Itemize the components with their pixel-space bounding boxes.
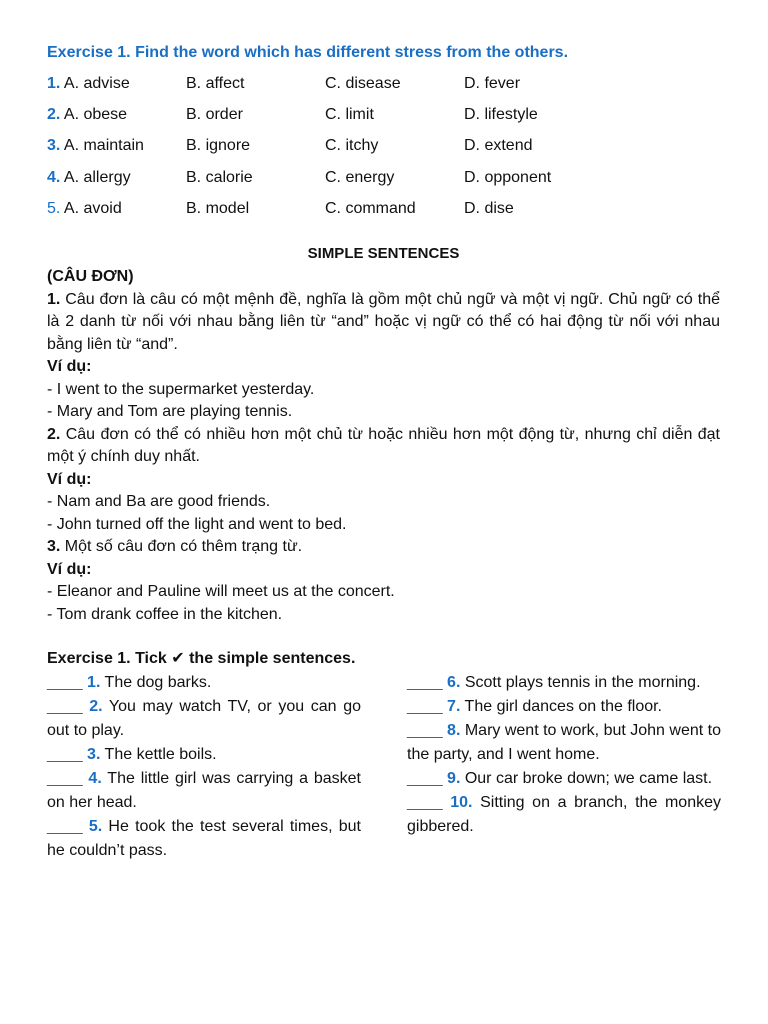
option-c: C. itchy (325, 137, 379, 154)
answer-blank[interactable]: ____ (47, 746, 83, 763)
example-label: Ví dụ: (47, 470, 92, 488)
option-d: D. dise (464, 200, 514, 217)
option-b: B. ignore (186, 137, 251, 154)
option-c: C. command (325, 200, 416, 217)
question-number: 1. (47, 75, 61, 92)
answer-blank[interactable]: ____ (407, 794, 443, 811)
example-line: - John turned off the light and went to bed. (47, 515, 347, 533)
option-c: C. energy (325, 169, 395, 186)
exercise-item (47, 815, 361, 863)
answer-blank[interactable]: ____ (47, 698, 83, 715)
option-d: D. extend (464, 137, 533, 154)
item-text: Sitting on a branch, the monkey gibbered. (407, 794, 721, 835)
exercise-item (47, 743, 361, 767)
item-text: You may watch TV, or you can go out to play. (47, 698, 361, 739)
option-b: B. model (186, 200, 250, 217)
option-b: B. affect (186, 75, 245, 92)
exercise-item (407, 695, 721, 719)
exercise1-title: Exercise 1. Find the word which has different stress from the others. (47, 44, 569, 61)
rule-text: Câu đơn có thể có nhiều hơn một chủ từ hoặc nhiều hơn một động từ, nhưng chỉ diễn đạt một ý chính duy nhất. (47, 425, 720, 465)
example-line: - Tom drank coffee in the kitchen. (47, 605, 283, 623)
question-number: 5. (47, 200, 61, 217)
rule-number: 3. (47, 538, 61, 555)
exercise2-title: Exercise 1. Tick ✔ the simple sentences. (47, 650, 356, 667)
item-text: Scott plays tennis in the morning. (460, 674, 701, 691)
option-b: B. calorie (186, 169, 253, 186)
theory-block (47, 266, 720, 626)
item-number: 1. (87, 674, 101, 691)
exercise-item (47, 695, 361, 743)
rule-2 (47, 424, 720, 469)
example-label: Ví dụ: (47, 358, 92, 375)
option-d: D. lifestyle (464, 106, 538, 123)
exercise-item (47, 767, 361, 815)
item-number: 7. (447, 698, 461, 715)
option-a: A. advise (63, 75, 130, 92)
item-text: The little girl was carrying a basket on her head. (47, 770, 361, 811)
section-subheading: (CÂU ĐƠN) (47, 268, 134, 285)
exercise-item (407, 671, 721, 695)
item-text: The dog barks. (100, 674, 212, 691)
exercise-item (47, 671, 361, 695)
answer-blank[interactable]: ____ (407, 698, 443, 715)
rule-1 (47, 289, 720, 357)
item-number: 2. (89, 698, 103, 715)
item-text: He took the test several times, but he couldn’t pass. (47, 818, 361, 859)
option-d: D. fever (464, 75, 521, 92)
item-number: 4. (88, 770, 102, 787)
option-a: A. avoid (63, 200, 122, 217)
option-b: B. order (186, 106, 243, 123)
question-row (47, 106, 720, 128)
example-line: - Eleanor and Pauline will meet us at the concert. (47, 583, 395, 600)
option-a: A. allergy (63, 169, 131, 186)
answer-blank[interactable]: ____ (407, 674, 443, 691)
item-number: 8. (447, 722, 461, 739)
question-number: 4. (47, 169, 61, 186)
rule-text: Một số câu đơn có thêm trạng từ. (60, 538, 303, 555)
item-number: 9. (447, 770, 461, 787)
option-a: A. maintain (63, 137, 144, 154)
example-label: Ví dụ: (47, 560, 92, 578)
section-heading: SIMPLE SENTENCES (307, 245, 460, 262)
item-text: The kettle boils. (100, 746, 217, 763)
exercise2-right-column (407, 671, 721, 839)
rule-3 (47, 536, 720, 559)
option-a: A. obese (63, 106, 128, 123)
rule-text: Câu đơn là câu có một mệnh đề, nghĩa là gồm một chủ ngữ và một vị ngữ. Chủ ngữ có thể là 2 danh từ nối với nhau bằng liên từ “and” hoặc vị ngữ có thể có hai động từ nối với nhau bằng liên từ “and”. (47, 290, 720, 353)
item-text: Our car broke down; we came last. (460, 770, 713, 787)
exercise-item (407, 767, 721, 791)
option-c: C. disease (325, 75, 401, 92)
question-number: 2. (47, 106, 61, 123)
rule-number: 2. (47, 425, 61, 443)
answer-blank[interactable]: ____ (47, 818, 83, 835)
item-number: 5. (88, 818, 103, 835)
exercise2-left-column (47, 671, 361, 863)
exercise-item (407, 719, 721, 767)
rule-number: 1. (47, 290, 61, 308)
example-line: - Mary and Tom are playing tennis. (47, 403, 293, 420)
answer-blank[interactable]: ____ (47, 674, 83, 691)
item-number: 10. (450, 794, 473, 811)
item-number: 3. (87, 746, 101, 763)
item-text: Mary went to work, but John went to the party, and I went home. (407, 722, 721, 763)
exercise-item (407, 791, 721, 839)
option-c: C. limit (325, 106, 374, 123)
option-d: D. opponent (464, 169, 552, 186)
question-number: 3. (47, 137, 61, 154)
item-text: The girl dances on the floor. (460, 698, 662, 715)
answer-blank[interactable]: ____ (47, 770, 83, 787)
question-row (47, 75, 720, 97)
answer-blank[interactable]: ____ (407, 770, 443, 787)
question-row (47, 200, 720, 222)
question-row (47, 137, 720, 159)
answer-blank[interactable]: ____ (407, 722, 443, 739)
question-row (47, 169, 720, 191)
item-number: 6. (447, 674, 461, 691)
example-line: - Nam and Ba are good friends. (47, 493, 271, 510)
example-line: - I went to the supermarket yesterday. (47, 380, 315, 398)
